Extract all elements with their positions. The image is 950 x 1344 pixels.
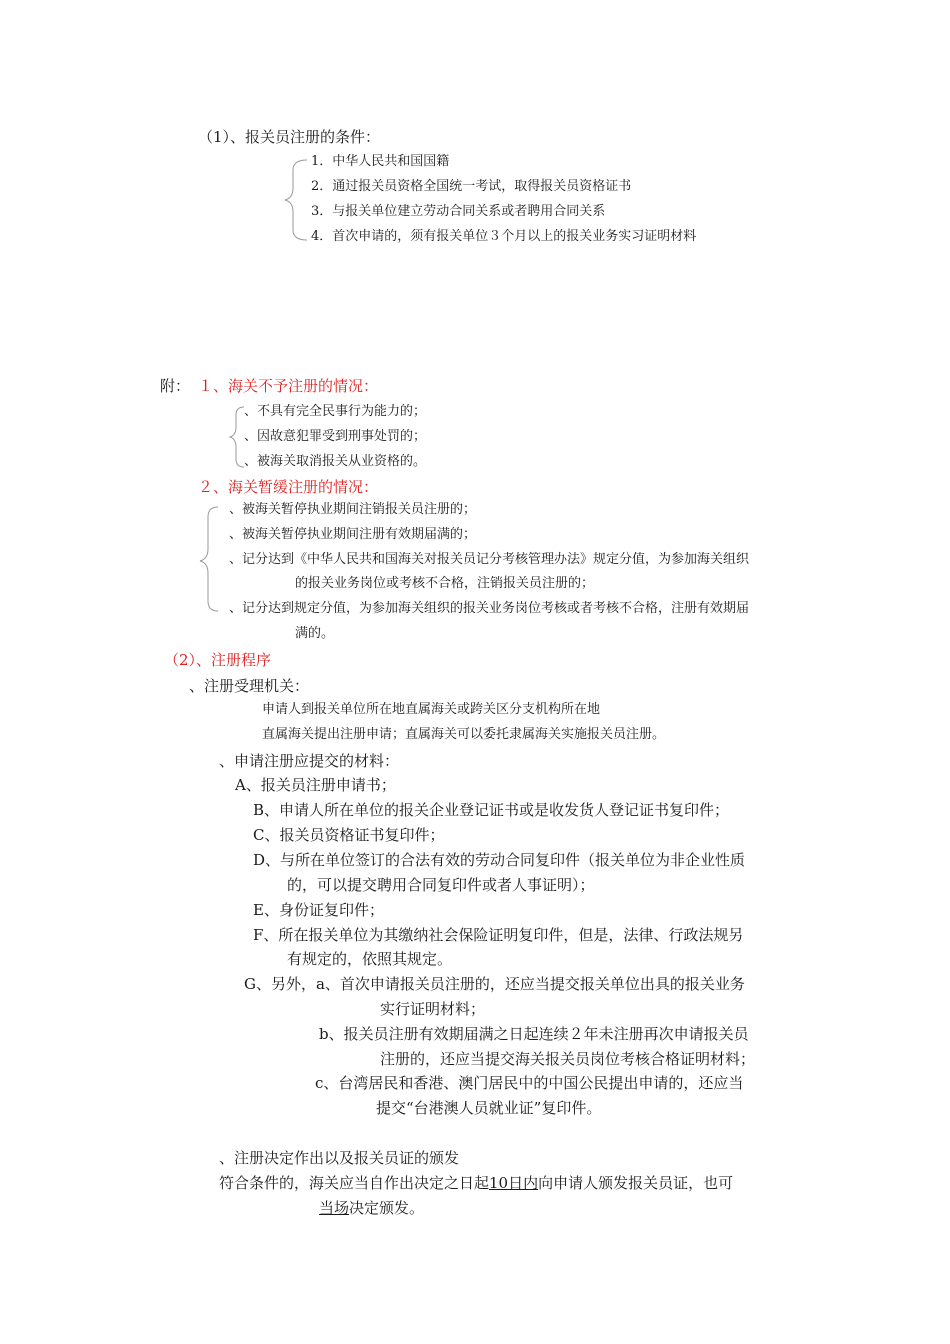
decision-line	[319, 1199, 424, 1217]
decision-deadline: 10日内	[489, 1174, 539, 1192]
material-item-cont: 的，可以提交聘用合同复印件或者人事证明）；	[287, 876, 595, 894]
suspend-item-cont: 的报关业务岗位或考核不合格，注销报关员注册的；	[295, 576, 595, 591]
authority-heading: 、注册受理机关：	[189, 677, 310, 695]
section1-heading: （1）、报关员注册的条件：	[198, 128, 381, 146]
material-item-cont: 注册的，还应当提交海关报关员岗位考核合格证明材料；	[380, 1050, 756, 1068]
material-item: b、报关员注册有效期届满之日起连续２年未注册再次申请报关员	[319, 1025, 749, 1043]
material-item: C、报关员资格证书复印件；	[253, 826, 445, 844]
section2-heading: （2）、注册程序	[164, 651, 272, 669]
no-register-heading: １、海关不予注册的情况：	[198, 377, 379, 395]
authority-line: 申请人到报关单位所在地直属海关或跨关区分支机构所在地	[262, 702, 601, 717]
condition-item: 4．首次申请的，须有报关单位３个月以上的报关业务实习证明材料	[311, 229, 697, 244]
material-item-cont: 提交“台港澳人员就业证”复印件。	[376, 1099, 602, 1117]
suspend-item-cont: 满的。	[295, 626, 335, 641]
no-register-item: 、被海关取消报关从业资格的。	[244, 454, 427, 469]
materials-heading: 、申请注册应提交的材料：	[219, 752, 400, 770]
no-register-item: 、不具有完全民事行为能力的；	[244, 404, 427, 419]
brace-icon	[198, 507, 222, 611]
authority-line: 直属海关提出注册申请；直属海关可以委托隶属海关实施报关员注册。	[262, 727, 666, 742]
material-item: D、与所在单位签订的合法有效的劳动合同复印件（报关单位为非企业性质	[253, 851, 746, 869]
material-item: E、身份证复印件；	[253, 901, 384, 919]
suspend-item: 、记分达到《中华人民共和国海关对报关员记分考核管理办法》规定分值，为参加海关组织	[229, 552, 750, 567]
suspend-item: 、被海关暂停执业期间注册有效期届满的；	[229, 527, 477, 542]
decision-line	[219, 1174, 733, 1192]
decision-text: 向申请人颁发报关员证，也可	[538, 1174, 734, 1192]
condition-item: 3．与报关单位建立劳动合同关系或者聘用合同关系	[311, 204, 606, 219]
no-register-item: 、因故意犯罪受到刑事处罚的；	[244, 429, 427, 444]
material-item: c、台湾居民和香港、澳门居民中的中国公民提出申请的，还应当	[315, 1074, 744, 1092]
material-item-cont: 有规定的，依照其规定。	[287, 950, 453, 968]
condition-item: 2．通过报关员资格全国统一考试，取得报关员资格证书	[311, 179, 632, 194]
decision-heading: 、注册决定作出以及报关员证的颁发	[219, 1149, 460, 1167]
material-item-cont: 实行证明材料；	[380, 1000, 486, 1018]
suspend-item: 、记分达到规定分值，为参加海关组织的报关业务岗位考核或者考核不合格，注册有效期届	[229, 601, 750, 616]
material-item: A、报关员注册申请书；	[235, 776, 396, 794]
decision-text: 符合条件的，海关应当自作出决定之日起	[219, 1174, 490, 1192]
brace-icon	[283, 160, 313, 242]
decision-text: 决定颁发。	[349, 1199, 425, 1217]
decision-onsite: 当场	[319, 1199, 350, 1217]
material-item: F、所在报关单位为其缴纳社会保险证明复印件，但是，法律、行政法规另	[253, 926, 744, 944]
appendix-prefix: 附：	[160, 377, 191, 395]
material-item: B、申请人所在单位的报关企业登记证书或是收发货人登记证书复印件；	[253, 801, 730, 819]
suspend-heading: ２、海关暂缓注册的情况：	[198, 478, 379, 496]
condition-item: 1．中华人民共和国国籍	[311, 154, 450, 169]
suspend-item: 、被海关暂停执业期间注销报关员注册的；	[229, 502, 477, 517]
material-item: G、另外，a、首次申请报关员注册的，还应当提交报关单位出具的报关业务	[244, 975, 745, 993]
